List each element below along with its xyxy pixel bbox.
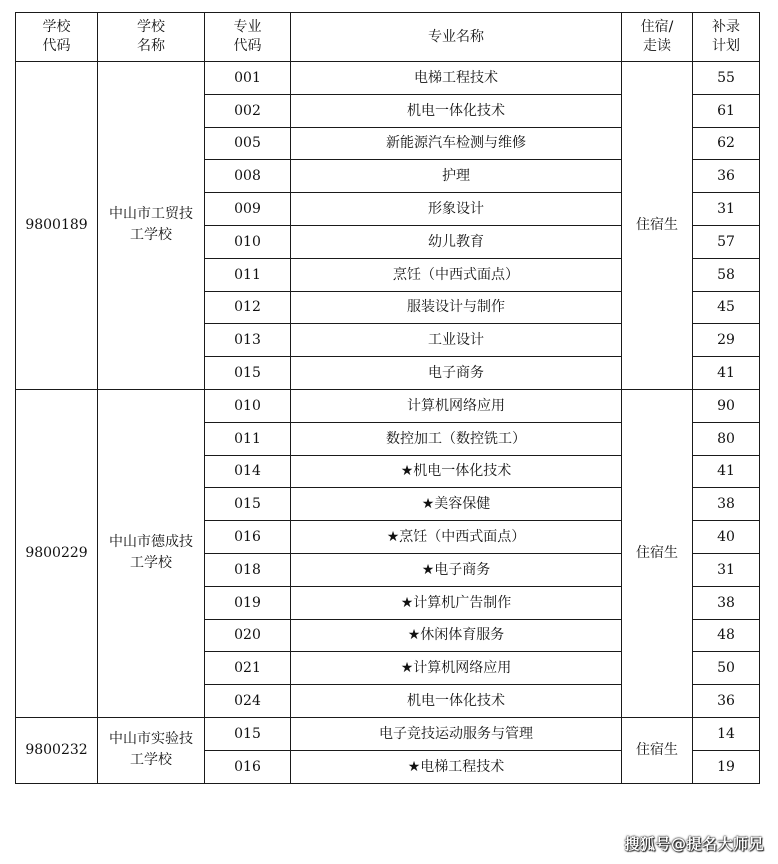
boarding-cell: 住宿生 (622, 389, 693, 717)
plan-count-cell: 40 (693, 521, 760, 554)
major-name-cell: ★计算机网络应用 (291, 652, 622, 685)
major-name-cell: ★电子商务 (291, 553, 622, 586)
school-name-cell: 中山市德成技 工学校 (98, 389, 205, 717)
header-row (16, 13, 760, 62)
major-name-cell: 烹饪（中西式面点） (291, 258, 622, 291)
major-code-cell: 002 (205, 94, 291, 127)
plan-count-cell: 57 (693, 225, 760, 258)
header-school-code: 学校 代码 (16, 13, 98, 62)
major-code-cell: 015 (205, 488, 291, 521)
major-code-cell: 009 (205, 193, 291, 226)
major-name-cell: 机电一体化技术 (291, 94, 622, 127)
major-code-cell: 013 (205, 324, 291, 357)
plan-count-cell: 19 (693, 750, 760, 783)
major-code-cell: 018 (205, 553, 291, 586)
major-code-cell: 005 (205, 127, 291, 160)
plan-count-cell: 45 (693, 291, 760, 324)
major-name-cell: 服装设计与制作 (291, 291, 622, 324)
major-code-cell: 010 (205, 225, 291, 258)
plan-count-cell: 38 (693, 488, 760, 521)
plan-count-cell: 55 (693, 62, 760, 95)
major-name-cell: 计算机网络应用 (291, 389, 622, 422)
table-row (16, 62, 760, 95)
major-name-cell: 护理 (291, 160, 622, 193)
boarding-cell: 住宿生 (622, 62, 693, 390)
plan-count-cell: 58 (693, 258, 760, 291)
major-code-cell: 020 (205, 619, 291, 652)
major-name-cell: 电子竞技运动服务与管理 (291, 717, 622, 750)
major-name-cell: 工业设计 (291, 324, 622, 357)
watermark: 搜狐号@提名大师兄 (624, 835, 764, 853)
plan-count-cell: 61 (693, 94, 760, 127)
major-name-cell: 电子商务 (291, 357, 622, 390)
plan-count-cell: 90 (693, 389, 760, 422)
plan-count-cell: 48 (693, 619, 760, 652)
header-boarding: 住宿/ 走读 (622, 13, 693, 62)
major-name-cell: 电梯工程技术 (291, 62, 622, 95)
major-name-cell: ★烹饪（中西式面点） (291, 521, 622, 554)
school-code-cell: 9800229 (16, 389, 98, 717)
major-code-cell: 016 (205, 750, 291, 783)
school-code-cell: 9800232 (16, 717, 98, 783)
major-code-cell: 016 (205, 521, 291, 554)
plan-count-cell: 80 (693, 422, 760, 455)
plan-count-cell: 41 (693, 357, 760, 390)
major-code-cell: 014 (205, 455, 291, 488)
school-code-cell: 9800189 (16, 62, 98, 390)
header-major-code: 专业 代码 (205, 13, 291, 62)
school-name-cell: 中山市实验技 工学校 (98, 717, 205, 783)
table-row (16, 389, 760, 422)
plan-count-cell: 29 (693, 324, 760, 357)
plan-count-cell: 41 (693, 455, 760, 488)
major-name-cell: ★电梯工程技术 (291, 750, 622, 783)
plan-count-cell: 31 (693, 193, 760, 226)
table-row (16, 717, 760, 750)
plan-count-cell: 50 (693, 652, 760, 685)
major-name-cell: ★休闲体育服务 (291, 619, 622, 652)
major-code-cell: 001 (205, 62, 291, 95)
major-name-cell: ★美容保健 (291, 488, 622, 521)
school-name-cell: 中山市工贸技 工学校 (98, 62, 205, 390)
major-code-cell: 019 (205, 586, 291, 619)
table-body (16, 62, 760, 784)
major-name-cell: ★机电一体化技术 (291, 455, 622, 488)
major-name-cell: 数控加工（数控铣工） (291, 422, 622, 455)
major-name-cell: ★计算机广告制作 (291, 586, 622, 619)
plan-count-cell: 62 (693, 127, 760, 160)
plan-count-cell: 38 (693, 586, 760, 619)
major-code-cell: 011 (205, 258, 291, 291)
header-major-name: 专业名称 (291, 13, 622, 62)
major-name-cell: 幼儿教育 (291, 225, 622, 258)
major-code-cell: 024 (205, 685, 291, 718)
major-code-cell: 015 (205, 717, 291, 750)
plan-count-cell: 31 (693, 553, 760, 586)
major-code-cell: 010 (205, 389, 291, 422)
major-code-cell: 011 (205, 422, 291, 455)
major-name-cell: 新能源汽车检测与维修 (291, 127, 622, 160)
major-name-cell: 机电一体化技术 (291, 685, 622, 718)
major-code-cell: 021 (205, 652, 291, 685)
plan-count-cell: 14 (693, 717, 760, 750)
boarding-cell: 住宿生 (622, 717, 693, 783)
major-code-cell: 012 (205, 291, 291, 324)
major-code-cell: 015 (205, 357, 291, 390)
plan-count-cell: 36 (693, 160, 760, 193)
plan-count-cell: 36 (693, 685, 760, 718)
major-name-cell: 形象设计 (291, 193, 622, 226)
header-school-name: 学校 名称 (98, 13, 205, 62)
enrollment-plan-table (15, 12, 760, 784)
major-code-cell: 008 (205, 160, 291, 193)
header-plan: 补录 计划 (693, 13, 760, 62)
